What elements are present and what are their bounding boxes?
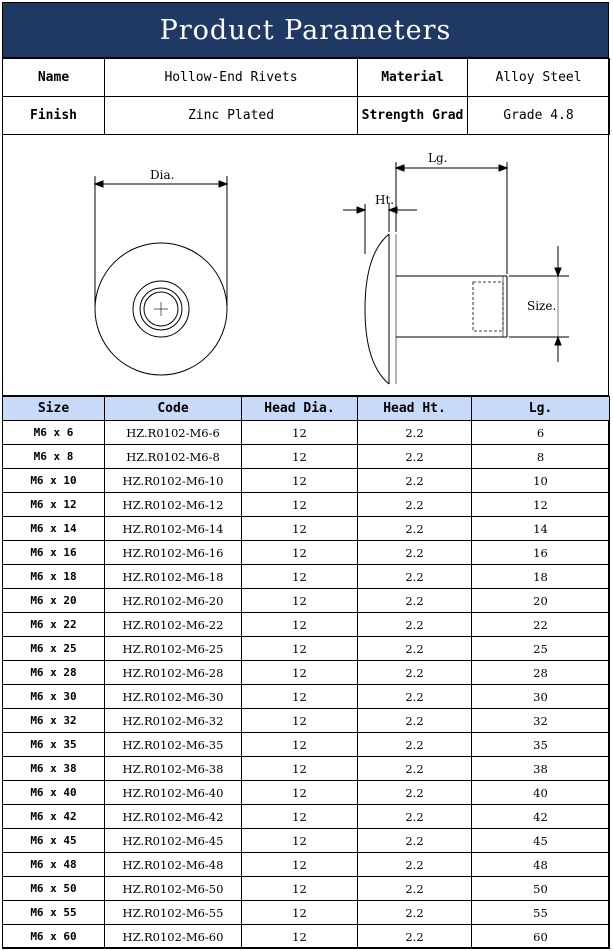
ht-dimension-label: Ht. [375,193,395,207]
name-label: Name [3,59,105,97]
cell-head-ht: 2.2 [358,877,472,901]
cell-code: HZ.R0102-M6-48 [105,853,242,877]
table-row [3,709,610,733]
top-view-drawing [95,176,227,375]
col-header-size: Size [3,397,105,421]
table-row [3,637,610,661]
info-row-name [3,59,610,97]
cell-head-ht: 2.2 [358,829,472,853]
cell-head-ht: 2.2 [358,589,472,613]
cell-size: M6 x 12 [3,493,105,517]
cell-size: M6 x 45 [3,829,105,853]
table-row [3,925,610,949]
cell-head-dia: 12 [242,445,358,469]
table-row [3,469,610,493]
cell-head-dia: 12 [242,517,358,541]
cell-size: M6 x 16 [3,541,105,565]
cell-lg: 38 [472,757,610,781]
cell-code: HZ.R0102-M6-38 [105,757,242,781]
cell-head-ht: 2.2 [358,781,472,805]
cell-code: HZ.R0102-M6-18 [105,565,242,589]
cell-lg: 42 [472,805,610,829]
cell-head-ht: 2.2 [358,421,472,445]
table-row [3,541,610,565]
cell-code: HZ.R0102-M6-40 [105,781,242,805]
cell-code: HZ.R0102-M6-6 [105,421,242,445]
dia-dimension-label: Dia. [150,168,175,182]
cell-code: HZ.R0102-M6-28 [105,661,242,685]
cell-lg: 55 [472,901,610,925]
cell-size: M6 x 10 [3,469,105,493]
cell-head-ht: 2.2 [358,445,472,469]
col-header-head-dia: Head Dia. [242,397,358,421]
spec-header-row [3,397,610,421]
cell-size: M6 x 42 [3,805,105,829]
cell-head-dia: 12 [242,469,358,493]
cell-code: HZ.R0102-M6-14 [105,517,242,541]
cell-code: HZ.R0102-M6-42 [105,805,242,829]
table-row [3,661,610,685]
cell-head-dia: 12 [242,805,358,829]
cell-head-dia: 12 [242,901,358,925]
cell-code: HZ.R0102-M6-32 [105,709,242,733]
cell-head-dia: 12 [242,757,358,781]
cell-size: M6 x 35 [3,733,105,757]
size-dimension-label: Size. [527,299,557,313]
cell-head-dia: 12 [242,781,358,805]
cell-head-ht: 2.2 [358,901,472,925]
finish-label: Finish [3,97,105,135]
cell-size: M6 x 55 [3,901,105,925]
table-row [3,901,610,925]
cell-size: M6 x 20 [3,589,105,613]
cell-size: M6 x 14 [3,517,105,541]
col-header-code: Code [105,397,242,421]
table-row [3,733,610,757]
cell-head-ht: 2.2 [358,925,472,949]
cell-size: M6 x 38 [3,757,105,781]
cell-head-dia: 12 [242,709,358,733]
col-header-head-ht: Head Ht. [358,397,472,421]
table-row [3,493,610,517]
cell-lg: 12 [472,493,610,517]
material-value: Alloy Steel [468,59,610,97]
cell-size: M6 x 60 [3,925,105,949]
cell-size: M6 x 40 [3,781,105,805]
table-row [3,757,610,781]
table-row [3,445,610,469]
cell-lg: 8 [472,445,610,469]
cell-lg: 22 [472,613,610,637]
cell-code: HZ.R0102-M6-45 [105,829,242,853]
lg-dimension-label: Lg. [428,151,448,165]
cell-head-ht: 2.2 [358,733,472,757]
table-row [3,421,610,445]
table-row [3,805,610,829]
cell-lg: 30 [472,685,610,709]
cell-code: HZ.R0102-M6-20 [105,589,242,613]
cell-head-dia: 12 [242,733,358,757]
cell-head-ht: 2.2 [358,757,472,781]
cell-lg: 48 [472,853,610,877]
cell-head-dia: 12 [242,853,358,877]
cell-head-ht: 2.2 [358,637,472,661]
col-header-lg: Lg. [472,397,610,421]
cell-head-ht: 2.2 [358,853,472,877]
cell-head-dia: 12 [242,685,358,709]
cell-size: M6 x 30 [3,685,105,709]
cell-head-ht: 2.2 [358,493,472,517]
cell-code: HZ.R0102-M6-16 [105,541,242,565]
cell-head-dia: 12 [242,613,358,637]
table-row [3,877,610,901]
cell-code: HZ.R0102-M6-10 [105,469,242,493]
cell-head-ht: 2.2 [358,661,472,685]
cell-lg: 60 [472,925,610,949]
cell-code: HZ.R0102-M6-60 [105,925,242,949]
cell-lg: 10 [472,469,610,493]
cell-code: HZ.R0102-M6-22 [105,613,242,637]
info-table [2,58,610,135]
spec-body [3,421,610,949]
table-row [3,853,610,877]
cell-lg: 35 [472,733,610,757]
cell-size: M6 x 6 [3,421,105,445]
cell-head-ht: 2.2 [358,805,472,829]
cell-size: M6 x 28 [3,661,105,685]
cell-head-ht: 2.2 [358,541,472,565]
cell-code: HZ.R0102-M6-50 [105,877,242,901]
cell-head-dia: 12 [242,589,358,613]
info-row-finish [3,97,610,135]
table-row [3,829,610,853]
cell-lg: 6 [472,421,610,445]
cell-head-ht: 2.2 [358,469,472,493]
cell-head-dia: 12 [242,421,358,445]
page-title: Product Parameters [2,2,609,58]
cell-lg: 16 [472,541,610,565]
cell-lg: 25 [472,637,610,661]
name-value: Hollow-End Rivets [105,59,358,97]
cell-code: HZ.R0102-M6-25 [105,637,242,661]
technical-drawing [2,134,609,396]
cell-head-ht: 2.2 [358,613,472,637]
cell-head-dia: 12 [242,925,358,949]
cell-head-ht: 2.2 [358,517,472,541]
rivet-drawing-svg [3,134,608,396]
cell-head-dia: 12 [242,829,358,853]
cell-lg: 28 [472,661,610,685]
table-row [3,589,610,613]
cell-head-ht: 2.2 [358,709,472,733]
cell-size: M6 x 32 [3,709,105,733]
cell-lg: 50 [472,877,610,901]
table-row [3,565,610,589]
cell-head-dia: 12 [242,637,358,661]
table-row [3,685,610,709]
cell-lg: 20 [472,589,610,613]
cell-size: M6 x 48 [3,853,105,877]
strength-label: Strength Grad [358,97,468,135]
cell-lg: 14 [472,517,610,541]
cell-lg: 40 [472,781,610,805]
cell-head-ht: 2.2 [358,565,472,589]
table-row [3,781,610,805]
cell-size: M6 x 8 [3,445,105,469]
cell-lg: 18 [472,565,610,589]
strength-value: Grade 4.8 [468,97,610,135]
cell-size: M6 x 25 [3,637,105,661]
cell-head-ht: 2.2 [358,685,472,709]
cell-lg: 45 [472,829,610,853]
cell-code: HZ.R0102-M6-35 [105,733,242,757]
cell-code: HZ.R0102-M6-55 [105,901,242,925]
cell-size: M6 x 50 [3,877,105,901]
finish-value: Zinc Plated [105,97,358,135]
cell-head-dia: 12 [242,565,358,589]
cell-size: M6 x 22 [3,613,105,637]
cell-lg: 32 [472,709,610,733]
table-row [3,517,610,541]
cell-code: HZ.R0102-M6-30 [105,685,242,709]
cell-code: HZ.R0102-M6-12 [105,493,242,517]
cell-head-dia: 12 [242,661,358,685]
table-row [3,613,610,637]
cell-head-dia: 12 [242,541,358,565]
material-label: Material [358,59,468,97]
cell-code: HZ.R0102-M6-8 [105,445,242,469]
spec-table [2,396,610,949]
cell-head-dia: 12 [242,877,358,901]
cell-size: M6 x 18 [3,565,105,589]
cell-head-dia: 12 [242,493,358,517]
